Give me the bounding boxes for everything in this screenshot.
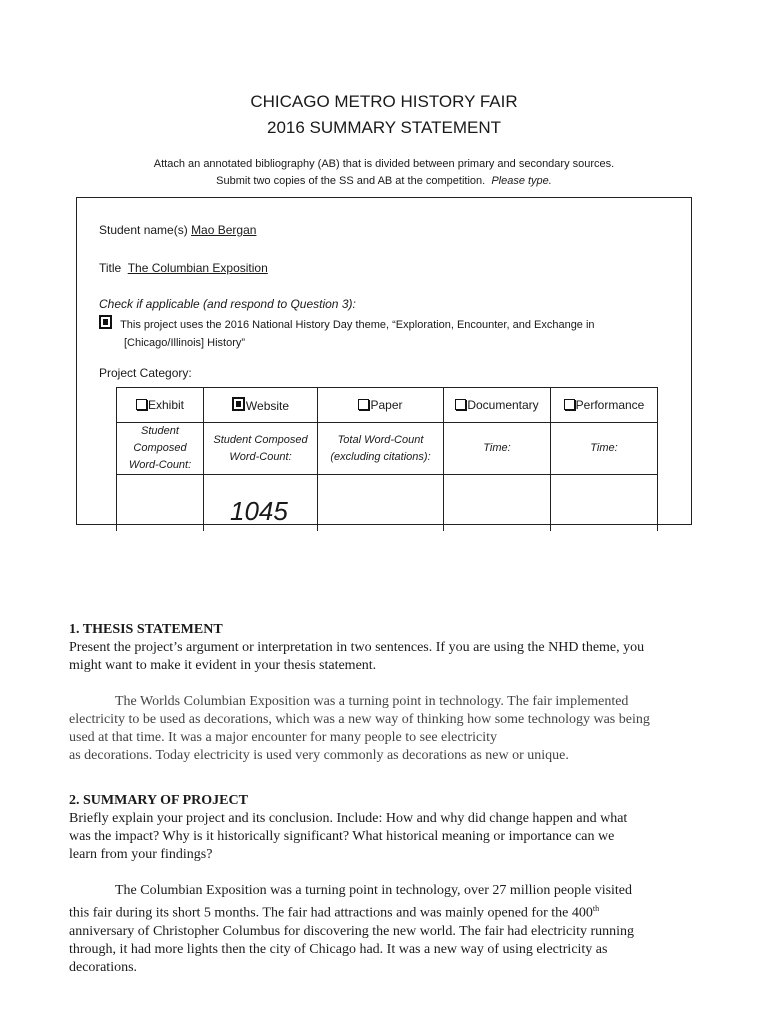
title-row xyxy=(99,261,268,275)
thesis-answer-line1: The Worlds Columbian Exposition was a turning point in technology. The fair implemented xyxy=(115,694,629,709)
category-website[interactable] xyxy=(204,388,318,423)
thesis-answer-line2: electricity to be used as decorations, which was a new way of thinking how some technology was being xyxy=(69,712,650,727)
form-title: CHICAGO METRO HISTORY FAIR xyxy=(250,92,518,111)
paper-wordcount-header: Total Word-Count (excluding citations): xyxy=(318,423,444,475)
summary-answer-line1: The Columbian Exposition was a turning point in technology, over 27 million people visited xyxy=(115,883,633,898)
theme-row xyxy=(99,315,595,352)
documentary-label: Documentary xyxy=(467,398,539,412)
website-checkbox-checked[interactable] xyxy=(232,397,245,411)
documentary-time-value[interactable] xyxy=(444,475,551,532)
summary-answer-line3: anniversary of Christopher Columbus for discovering the new world. The fair had electricity running xyxy=(69,923,635,939)
category-documentary[interactable] xyxy=(444,388,551,423)
thesis-prompt-line1: Present the project’s argument or interpretation in two sentences. If you are using the NHD theme, you xyxy=(69,640,645,655)
thesis-answer-line3: used at that time. It was a major encounter for many people to see electricity xyxy=(69,730,498,745)
performance-checkbox[interactable] xyxy=(564,399,575,410)
performance-label: Performance xyxy=(575,398,645,412)
instruction-submit xyxy=(0,175,768,187)
summary-prompt-line1: Briefly explain your project and its conclusion. Include: How and why did change happen and what xyxy=(69,811,628,826)
check-applicable-label: Check if applicable (and respond to Question 3): xyxy=(99,297,356,311)
category-paper[interactable] xyxy=(318,388,444,423)
paper-wordcount-value[interactable] xyxy=(318,475,444,532)
theme-checkbox-checked[interactable] xyxy=(99,315,112,329)
theme-text-line1: This project uses the 2016 National History Day theme, “Exploration, Encounter, and Exchange in xyxy=(120,319,595,331)
category-performance[interactable] xyxy=(551,388,658,423)
form-subtitle: 2016 SUMMARY STATEMENT xyxy=(267,118,501,137)
exhibit-label: Exhibit xyxy=(147,398,185,412)
paper-label: Paper xyxy=(370,398,403,412)
summary-answer-line4: through, it had more lights then the city of Chicago had. It was a new way of using electricity as xyxy=(69,941,608,957)
summary-heading: 2. SUMMARY OF PROJECT xyxy=(69,793,248,808)
exhibit-wordcount-value[interactable] xyxy=(117,475,204,532)
documentary-checkbox[interactable] xyxy=(455,399,466,410)
title-label: Title xyxy=(99,261,122,275)
performance-time-header: Time: xyxy=(551,423,658,475)
summary-answer-line5: decorations. xyxy=(69,959,138,975)
performance-time-value[interactable] xyxy=(551,475,658,532)
thesis-prompt-line2: might want to make it evident in your thesis statement. xyxy=(69,658,377,673)
instruction-submit-text: Submit two copies of the SS and AB at the competition. xyxy=(216,175,486,187)
paper-checkbox[interactable] xyxy=(358,399,369,410)
student-name-label: Student name(s) xyxy=(99,223,188,237)
website-label: Website xyxy=(245,399,290,413)
section-summary xyxy=(69,792,709,977)
website-wordcount-value[interactable]: 1045 xyxy=(204,475,318,532)
student-name-value[interactable]: Mao Bergan xyxy=(191,223,257,237)
project-category-label: Project Category: xyxy=(99,366,192,380)
summary-answer-line2: this fair during its short 5 months. The fair had attractions and was mainly opened for the 400th xyxy=(69,904,600,921)
title-value[interactable]: The Columbian Exposition xyxy=(127,261,268,275)
instruction-please-type: Please type. xyxy=(491,175,552,187)
exhibit-wordcount-header: Student Composed Word-Count: xyxy=(117,423,204,475)
instruction-bibliography: Attach an annotated bibliography (AB) that is divided between primary and secondary sources. xyxy=(153,158,615,170)
summary-prompt-line2: was the impact? Why is it historically significant? What historical meaning or importance can we xyxy=(69,829,615,844)
category-table xyxy=(116,387,658,531)
theme-text-line2: [Chicago/Illinois] History” xyxy=(124,337,246,349)
category-exhibit[interactable] xyxy=(117,388,204,423)
section-thesis xyxy=(69,621,709,765)
website-wordcount-header: Student Composed Word-Count: xyxy=(204,423,318,475)
student-name-row xyxy=(99,223,256,237)
thesis-heading: 1. THESIS STATEMENT xyxy=(69,622,223,637)
documentary-time-header: Time: xyxy=(444,423,551,475)
exhibit-checkbox[interactable] xyxy=(136,399,147,410)
thesis-answer-line4: as decorations. Today electricity is used very commonly as decorations as new or unique. xyxy=(69,748,569,763)
summary-prompt-line3: learn from your findings? xyxy=(69,847,213,862)
